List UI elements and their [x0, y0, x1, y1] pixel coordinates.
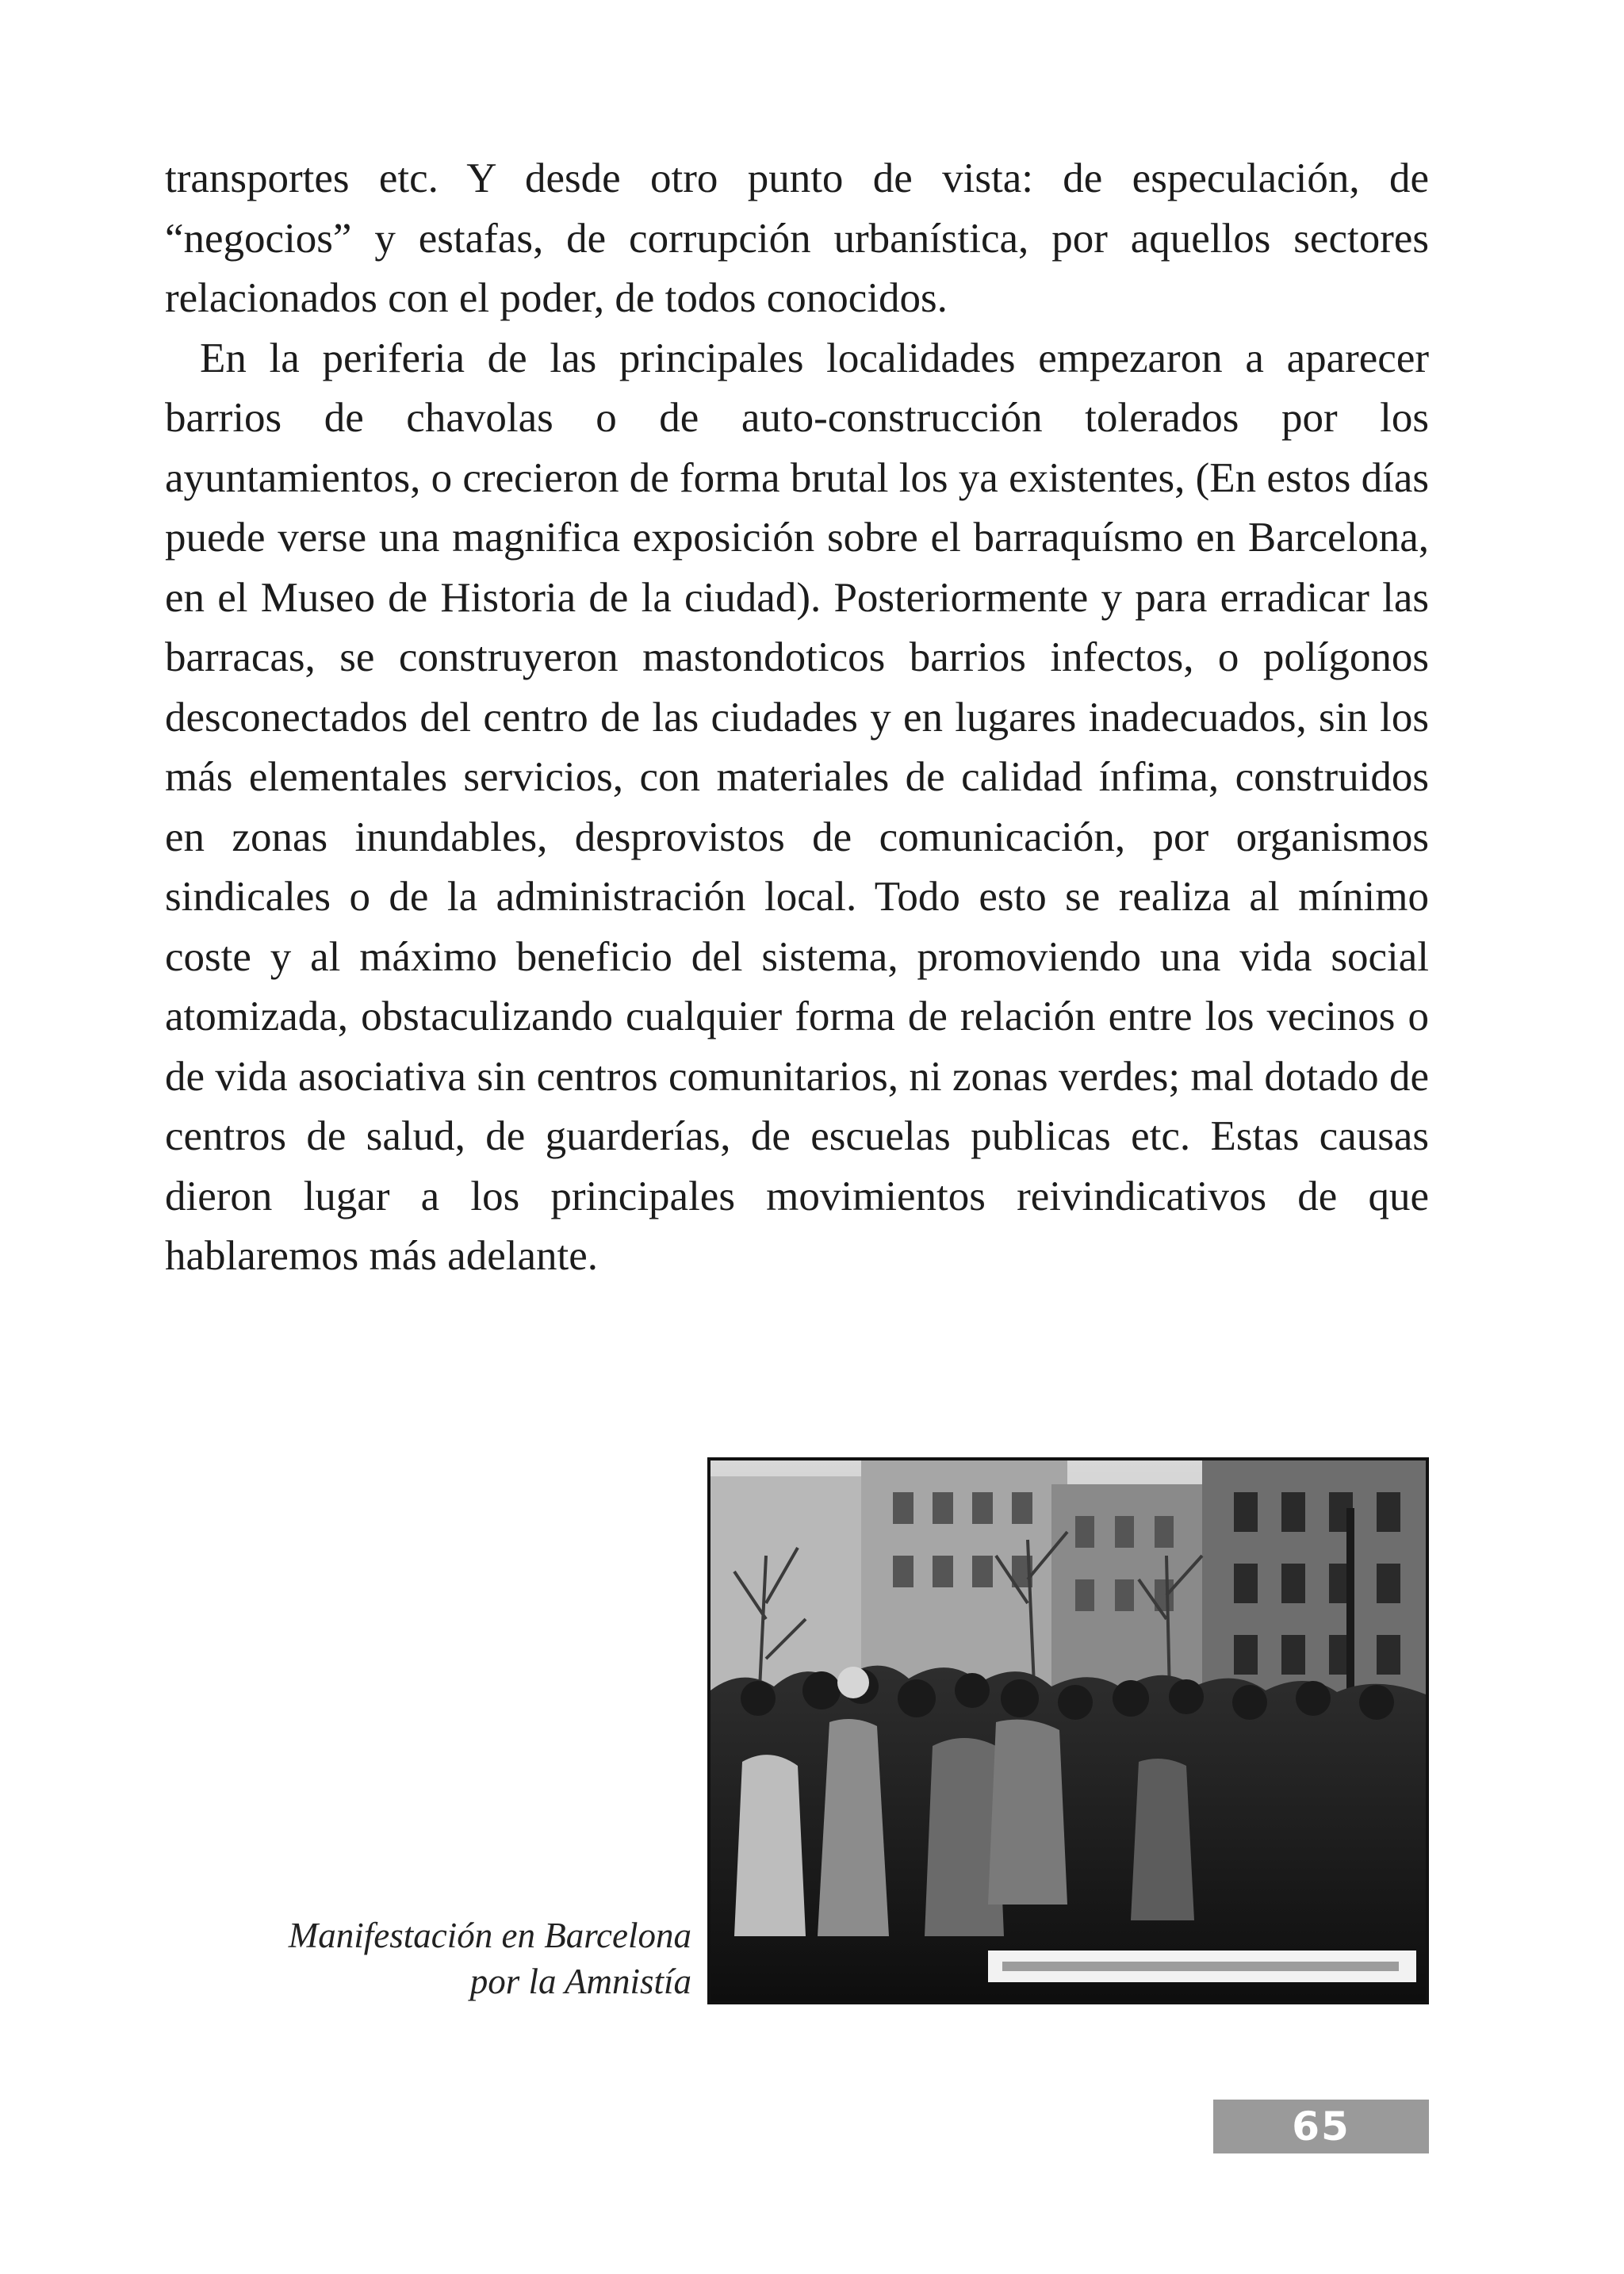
paragraph-1: transportes etc. Y desde otro punto de vista: de especulación, de “negocios” y estafas, de corrupción urbanística, por aquellos sectores relacionados con el poder, de todos conocidos.: [165, 155, 1429, 321]
page-number-box: [1213, 2100, 1429, 2153]
demonstration-photo: [707, 1457, 1429, 2004]
photo-caption: [136, 1912, 691, 2004]
page-number: 65: [1292, 2104, 1350, 2150]
caption-line-2: por la Amnistía: [469, 1962, 691, 2001]
caption-line-1: Manifestación en Barcelona: [288, 1916, 691, 1955]
paragraph-2: En la periferia de las principales localidades empezaron a aparecer barrios de chavolas o de auto-construcción tolerados por los ayuntamientos, o crecieron de forma brutal los ya existentes, (En estos días puede verse una magnifica exposición sobre el barraquísmo en Barcelona, en el Museo de Historia de la ciudad). Posteriormente y para erradicar las barracas, se construyeron mastondoticos barrios infectos, o polígonos desconectados del centro de las ciudades y en lugares inadecuados, sin los más elementales servicios, con materiales de calidad ínfima, construidos en zonas inundables, desprovistos de comunicación, por organismos sindicales o de la administración local. Todo esto se realiza al mínimo coste y al máximo beneficio del sistema, promoviendo una vida social atomizada, obstaculizando cualquier forma de relación entre los vecinos o de vida asociativa sin centros comunitarios, ni zonas verdes; mal dotado de centros de salud, de guarderías, de escuelas publicas etc. Estas causas dieron lugar a los principales movimientos reivindicativos de que hablaremos más adelante.: [165, 335, 1429, 1279]
body-text: [165, 149, 1429, 1287]
photo-image: [710, 1460, 1426, 2001]
